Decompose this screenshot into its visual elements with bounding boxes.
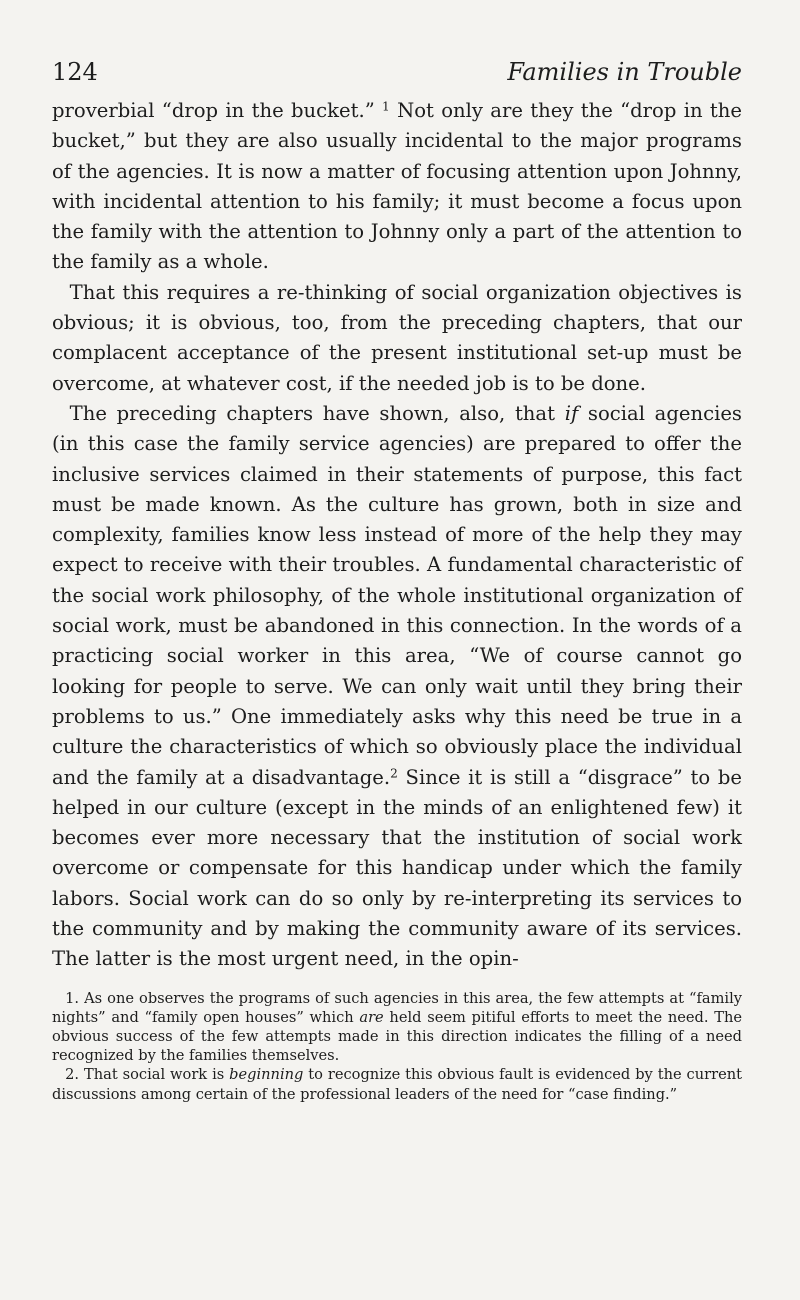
footnote-ref-1: 1 [382, 99, 390, 114]
footnote-ref-2: 2 [390, 765, 398, 780]
footnote-1: 1. As one observes the programs of such agencies in this area, the few attempts at “family nights” and “family open houses” which are held seem pitiful efforts to meet the need. The obvious success of the few attempts made in this direction indicates the filling of a need recognized by the families themselves. [52, 989, 742, 1065]
page-number: 124 [52, 58, 98, 86]
paragraph-1: proverbial “drop in the bucket.” $^1$ Not only are they the “drop in the bucket,” but they are also usually incidental to the major programs of the agencies. It is now a matter of focusing attention upon Johnny, with incidental attention to his family; it must become a focus upon the family with the attention to Johnny only a part of the attention to the family as a whole. [52, 99, 742, 274]
book-page [52, 58, 742, 1104]
footnote-2: 2. That social work is beginning to recognize this obvious fault is evidenced by the current discussions among certain of the professional leaders of the need for “case finding.” [52, 1066, 742, 1103]
running-header [52, 58, 742, 86]
footnotes [52, 989, 742, 1104]
paragraph-3: The preceding chapters have shown, also, that if social agencies (in this case the family service agencies) are prepared to offer the inclusive services claimed in their statements of purpose, this fact must be made known. As the culture has grown, both in size and complexity, families know less instead of more of the help they may expect to receive with their troubles. A fundamental characteristic of the social work philosophy, of the whole institutional organization of social work, must be abandoned in this connection. In the words of a practicing social worker in this area, “We of course cannot go looking for people to serve. We can only wait until they bring their problems to us.” One immediately asks why this need be true in a culture the characteristics of which so obviously place the individual and the family at a disadvantage.$^2$ Since it is still a “disgrace” to be helped in our culture (except in the minds of an enlightened few) it becomes ever more necessary that the institution of social work overcome or compensate for this handicap under which the family labors. Social work can do so only by re-interpreting its services to the community and by making the community aware of its services. The latter is the most urgent need, in the opin- [52, 401, 742, 971]
body-text [52, 96, 742, 975]
paragraph-2: That this requires a re-thinking of social organization objectives is obvious; it is obvious, too, from the preceding chapters, that our complacent acceptance of the present institutional set-up must be overcome, at whatever cost, if the needed job is to be done. [52, 280, 742, 395]
running-title: Families in Trouble [507, 58, 742, 86]
